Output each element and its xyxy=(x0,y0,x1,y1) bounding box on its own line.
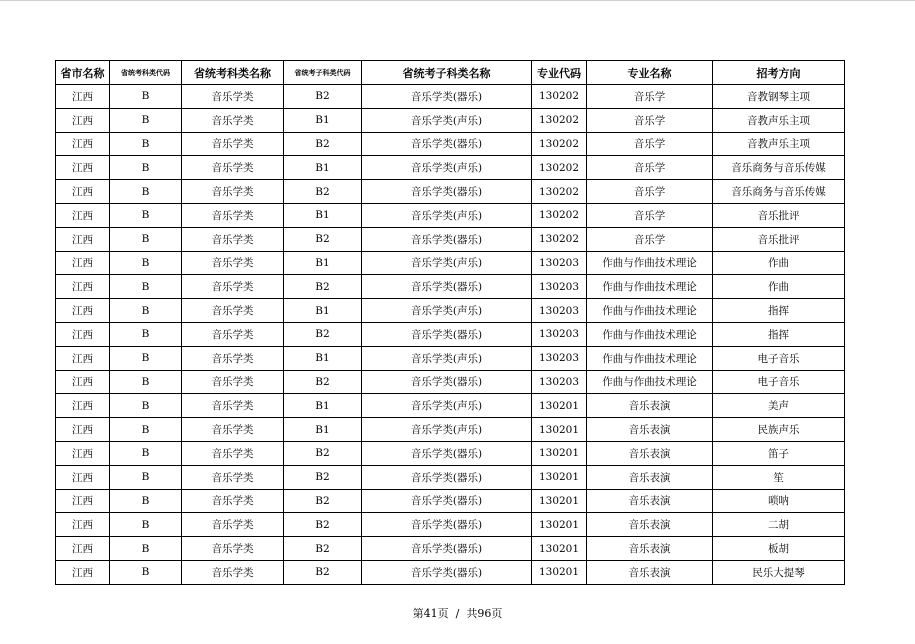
cell-category-code: B xyxy=(110,227,182,251)
cell-province: 江西 xyxy=(56,85,110,109)
cell-major-name: 作曲与作曲技术理论 xyxy=(587,251,713,275)
cell-major-code: 130202 xyxy=(532,108,587,132)
cell-subcategory-name: 音乐学类(器乐) xyxy=(362,275,532,299)
cell-major-code: 130202 xyxy=(532,227,587,251)
table-row xyxy=(56,537,845,561)
cell-category-name: 音乐学类 xyxy=(182,203,284,227)
cell-category-code: B xyxy=(110,560,182,584)
cell-category-name: 音乐学类 xyxy=(182,299,284,323)
cell-major-name: 音乐学 xyxy=(587,203,713,227)
cell-major-name: 作曲与作曲技术理论 xyxy=(587,370,713,394)
cell-major-code: 130202 xyxy=(532,156,587,180)
header-category-code: 省统考科类代码 xyxy=(110,61,182,85)
cell-category-code: B xyxy=(110,418,182,442)
cell-category-name: 音乐学类 xyxy=(182,180,284,204)
cell-direction: 民乐大提琴 xyxy=(713,560,845,584)
cell-province: 江西 xyxy=(56,180,110,204)
page-footer xyxy=(0,605,915,621)
cell-direction: 指挥 xyxy=(713,322,845,346)
table-row xyxy=(56,489,845,513)
cell-direction: 民族声乐 xyxy=(713,418,845,442)
cell-subcategory-code: B2 xyxy=(284,560,362,584)
table-row xyxy=(56,370,845,394)
cell-province: 江西 xyxy=(56,489,110,513)
table-row xyxy=(56,322,845,346)
cell-direction: 作曲 xyxy=(713,251,845,275)
cell-province: 江西 xyxy=(56,537,110,561)
cell-major-name: 音乐表演 xyxy=(587,394,713,418)
cell-major-name: 作曲与作曲技术理论 xyxy=(587,322,713,346)
table-row xyxy=(56,227,845,251)
cell-major-code: 130203 xyxy=(532,370,587,394)
cell-major-name: 音乐学 xyxy=(587,156,713,180)
header-subcategory-name: 省统考子科类名称 xyxy=(362,61,532,85)
cell-major-name: 音乐学 xyxy=(587,85,713,109)
table-row xyxy=(56,394,845,418)
cell-subcategory-code: B2 xyxy=(284,132,362,156)
cell-direction: 板胡 xyxy=(713,537,845,561)
cell-category-name: 音乐学类 xyxy=(182,346,284,370)
cell-direction: 二胡 xyxy=(713,513,845,537)
cell-direction: 电子音乐 xyxy=(713,370,845,394)
table-row xyxy=(56,513,845,537)
cell-subcategory-code: B2 xyxy=(284,465,362,489)
cell-major-name: 作曲与作曲技术理论 xyxy=(587,346,713,370)
cell-province: 江西 xyxy=(56,156,110,180)
table-body xyxy=(56,85,845,585)
page-current: 第41页 xyxy=(412,607,449,620)
cell-subcategory-code: B1 xyxy=(284,108,362,132)
header-province: 省市名称 xyxy=(56,61,110,85)
table-row xyxy=(56,441,845,465)
cell-province: 江西 xyxy=(56,441,110,465)
cell-subcategory-code: B1 xyxy=(284,251,362,275)
cell-subcategory-name: 音乐学类(声乐) xyxy=(362,346,532,370)
cell-major-name: 音乐表演 xyxy=(587,418,713,442)
cell-category-name: 音乐学类 xyxy=(182,156,284,180)
cell-province: 江西 xyxy=(56,418,110,442)
cell-province: 江西 xyxy=(56,275,110,299)
table-row xyxy=(56,132,845,156)
cell-province: 江西 xyxy=(56,394,110,418)
cell-major-code: 130201 xyxy=(532,418,587,442)
cell-category-name: 音乐学类 xyxy=(182,132,284,156)
cell-category-name: 音乐学类 xyxy=(182,85,284,109)
cell-subcategory-name: 音乐学类(器乐) xyxy=(362,132,532,156)
cell-subcategory-code: B2 xyxy=(284,370,362,394)
table-row xyxy=(56,418,845,442)
cell-category-code: B xyxy=(110,299,182,323)
cell-category-code: B xyxy=(110,203,182,227)
cell-category-name: 音乐学类 xyxy=(182,394,284,418)
cell-category-code: B xyxy=(110,132,182,156)
cell-province: 江西 xyxy=(56,513,110,537)
cell-major-name: 音乐学 xyxy=(587,227,713,251)
header-direction: 招考方向 xyxy=(713,61,845,85)
table-row xyxy=(56,251,845,275)
cell-major-name: 音乐学 xyxy=(587,180,713,204)
cell-major-name: 音乐表演 xyxy=(587,489,713,513)
cell-major-code: 130202 xyxy=(532,85,587,109)
cell-category-code: B xyxy=(110,322,182,346)
cell-subcategory-code: B2 xyxy=(284,489,362,513)
table-row xyxy=(56,346,845,370)
cell-category-name: 音乐学类 xyxy=(182,108,284,132)
cell-subcategory-name: 音乐学类(器乐) xyxy=(362,513,532,537)
cell-province: 江西 xyxy=(56,227,110,251)
cell-subcategory-name: 音乐学类(声乐) xyxy=(362,418,532,442)
header-major-code: 专业代码 xyxy=(532,61,587,85)
table-row xyxy=(56,156,845,180)
cell-subcategory-name: 音乐学类(器乐) xyxy=(362,370,532,394)
table-row xyxy=(56,560,845,584)
cell-direction: 音教声乐主项 xyxy=(713,108,845,132)
cell-category-name: 音乐学类 xyxy=(182,251,284,275)
cell-subcategory-code: B2 xyxy=(284,227,362,251)
cell-subcategory-name: 音乐学类(声乐) xyxy=(362,203,532,227)
cell-category-code: B xyxy=(110,441,182,465)
table-row xyxy=(56,203,845,227)
cell-direction: 音教钢琴主项 xyxy=(713,85,845,109)
admissions-table xyxy=(55,60,845,585)
table-header-row xyxy=(56,61,845,85)
cell-subcategory-code: B2 xyxy=(284,513,362,537)
table-row xyxy=(56,180,845,204)
cell-category-code: B xyxy=(110,275,182,299)
cell-major-name: 音乐学 xyxy=(587,108,713,132)
cell-province: 江西 xyxy=(56,560,110,584)
table-row xyxy=(56,108,845,132)
cell-major-code: 130201 xyxy=(532,537,587,561)
cell-major-code: 130201 xyxy=(532,560,587,584)
table-row xyxy=(56,275,845,299)
cell-subcategory-code: B1 xyxy=(284,299,362,323)
cell-province: 江西 xyxy=(56,251,110,275)
cell-direction: 音乐商务与音乐传媒 xyxy=(713,156,845,180)
cell-category-name: 音乐学类 xyxy=(182,275,284,299)
cell-province: 江西 xyxy=(56,322,110,346)
cell-major-name: 音乐表演 xyxy=(587,560,713,584)
cell-province: 江西 xyxy=(56,132,110,156)
cell-subcategory-name: 音乐学类(器乐) xyxy=(362,441,532,465)
cell-category-name: 音乐学类 xyxy=(182,418,284,442)
cell-category-name: 音乐学类 xyxy=(182,441,284,465)
cell-major-code: 130203 xyxy=(532,275,587,299)
cell-direction: 笛子 xyxy=(713,441,845,465)
cell-category-code: B xyxy=(110,394,182,418)
cell-subcategory-code: B1 xyxy=(284,203,362,227)
cell-subcategory-name: 音乐学类(器乐) xyxy=(362,180,532,204)
cell-category-name: 音乐学类 xyxy=(182,322,284,346)
cell-category-code: B xyxy=(110,180,182,204)
cell-category-name: 音乐学类 xyxy=(182,489,284,513)
cell-major-code: 130201 xyxy=(532,394,587,418)
cell-subcategory-name: 音乐学类(声乐) xyxy=(362,108,532,132)
top-divider xyxy=(0,0,915,1)
cell-subcategory-name: 音乐学类(声乐) xyxy=(362,156,532,180)
cell-direction: 音乐批评 xyxy=(713,203,845,227)
cell-category-name: 音乐学类 xyxy=(182,537,284,561)
cell-category-code: B xyxy=(110,346,182,370)
header-major-name: 专业名称 xyxy=(587,61,713,85)
cell-subcategory-code: B2 xyxy=(284,322,362,346)
table-row xyxy=(56,465,845,489)
cell-category-code: B xyxy=(110,156,182,180)
cell-subcategory-code: B1 xyxy=(284,418,362,442)
cell-category-name: 音乐学类 xyxy=(182,465,284,489)
cell-subcategory-code: B2 xyxy=(284,180,362,204)
cell-major-code: 130203 xyxy=(532,251,587,275)
cell-subcategory-code: B1 xyxy=(284,394,362,418)
cell-subcategory-name: 音乐学类(器乐) xyxy=(362,489,532,513)
cell-major-code: 130203 xyxy=(532,299,587,323)
page-separator: / xyxy=(455,607,460,620)
cell-category-code: B xyxy=(110,537,182,561)
cell-direction: 音乐商务与音乐传媒 xyxy=(713,180,845,204)
cell-subcategory-code: B2 xyxy=(284,275,362,299)
cell-subcategory-code: B1 xyxy=(284,346,362,370)
cell-subcategory-name: 音乐学类(声乐) xyxy=(362,394,532,418)
cell-category-name: 音乐学类 xyxy=(182,513,284,537)
cell-major-code: 130201 xyxy=(532,465,587,489)
cell-province: 江西 xyxy=(56,299,110,323)
cell-major-code: 130201 xyxy=(532,513,587,537)
cell-direction: 电子音乐 xyxy=(713,346,845,370)
cell-direction: 指挥 xyxy=(713,299,845,323)
table-row xyxy=(56,85,845,109)
cell-province: 江西 xyxy=(56,465,110,489)
cell-category-code: B xyxy=(110,108,182,132)
cell-direction: 音教声乐主项 xyxy=(713,132,845,156)
cell-subcategory-name: 音乐学类(器乐) xyxy=(362,537,532,561)
cell-major-name: 音乐表演 xyxy=(587,537,713,561)
cell-major-code: 130202 xyxy=(532,203,587,227)
cell-direction: 作曲 xyxy=(713,275,845,299)
cell-major-code: 130202 xyxy=(532,180,587,204)
cell-major-code: 130201 xyxy=(532,489,587,513)
cell-province: 江西 xyxy=(56,203,110,227)
cell-category-code: B xyxy=(110,370,182,394)
cell-category-code: B xyxy=(110,489,182,513)
page-total: 共96页 xyxy=(466,607,503,620)
cell-direction: 唢呐 xyxy=(713,489,845,513)
cell-category-code: B xyxy=(110,465,182,489)
cell-category-name: 音乐学类 xyxy=(182,370,284,394)
cell-subcategory-name: 音乐学类(声乐) xyxy=(362,251,532,275)
cell-major-code: 130201 xyxy=(532,441,587,465)
cell-subcategory-name: 音乐学类(器乐) xyxy=(362,560,532,584)
cell-major-name: 音乐表演 xyxy=(587,441,713,465)
cell-category-code: B xyxy=(110,513,182,537)
cell-category-code: B xyxy=(110,251,182,275)
cell-subcategory-name: 音乐学类(器乐) xyxy=(362,85,532,109)
cell-major-name: 音乐学 xyxy=(587,132,713,156)
cell-major-code: 130203 xyxy=(532,322,587,346)
cell-major-code: 130202 xyxy=(532,132,587,156)
cell-direction: 音乐批评 xyxy=(713,227,845,251)
cell-province: 江西 xyxy=(56,346,110,370)
cell-major-code: 130203 xyxy=(532,346,587,370)
cell-major-name: 作曲与作曲技术理论 xyxy=(587,299,713,323)
cell-major-name: 音乐表演 xyxy=(587,465,713,489)
header-subcategory-code: 省统考子科类代码 xyxy=(284,61,362,85)
cell-direction: 笙 xyxy=(713,465,845,489)
header-category-name: 省统考科类名称 xyxy=(182,61,284,85)
cell-major-name: 作曲与作曲技术理论 xyxy=(587,275,713,299)
table-row xyxy=(56,299,845,323)
cell-subcategory-code: B2 xyxy=(284,537,362,561)
cell-subcategory-name: 音乐学类(器乐) xyxy=(362,322,532,346)
cell-major-name: 音乐表演 xyxy=(587,513,713,537)
cell-category-name: 音乐学类 xyxy=(182,227,284,251)
cell-subcategory-code: B2 xyxy=(284,441,362,465)
cell-subcategory-name: 音乐学类(器乐) xyxy=(362,227,532,251)
cell-subcategory-code: B2 xyxy=(284,85,362,109)
cell-province: 江西 xyxy=(56,108,110,132)
cell-subcategory-name: 音乐学类(声乐) xyxy=(362,299,532,323)
cell-province: 江西 xyxy=(56,370,110,394)
cell-category-code: B xyxy=(110,85,182,109)
cell-subcategory-code: B1 xyxy=(284,156,362,180)
cell-direction: 美声 xyxy=(713,394,845,418)
cell-subcategory-name: 音乐学类(器乐) xyxy=(362,465,532,489)
cell-category-name: 音乐学类 xyxy=(182,560,284,584)
